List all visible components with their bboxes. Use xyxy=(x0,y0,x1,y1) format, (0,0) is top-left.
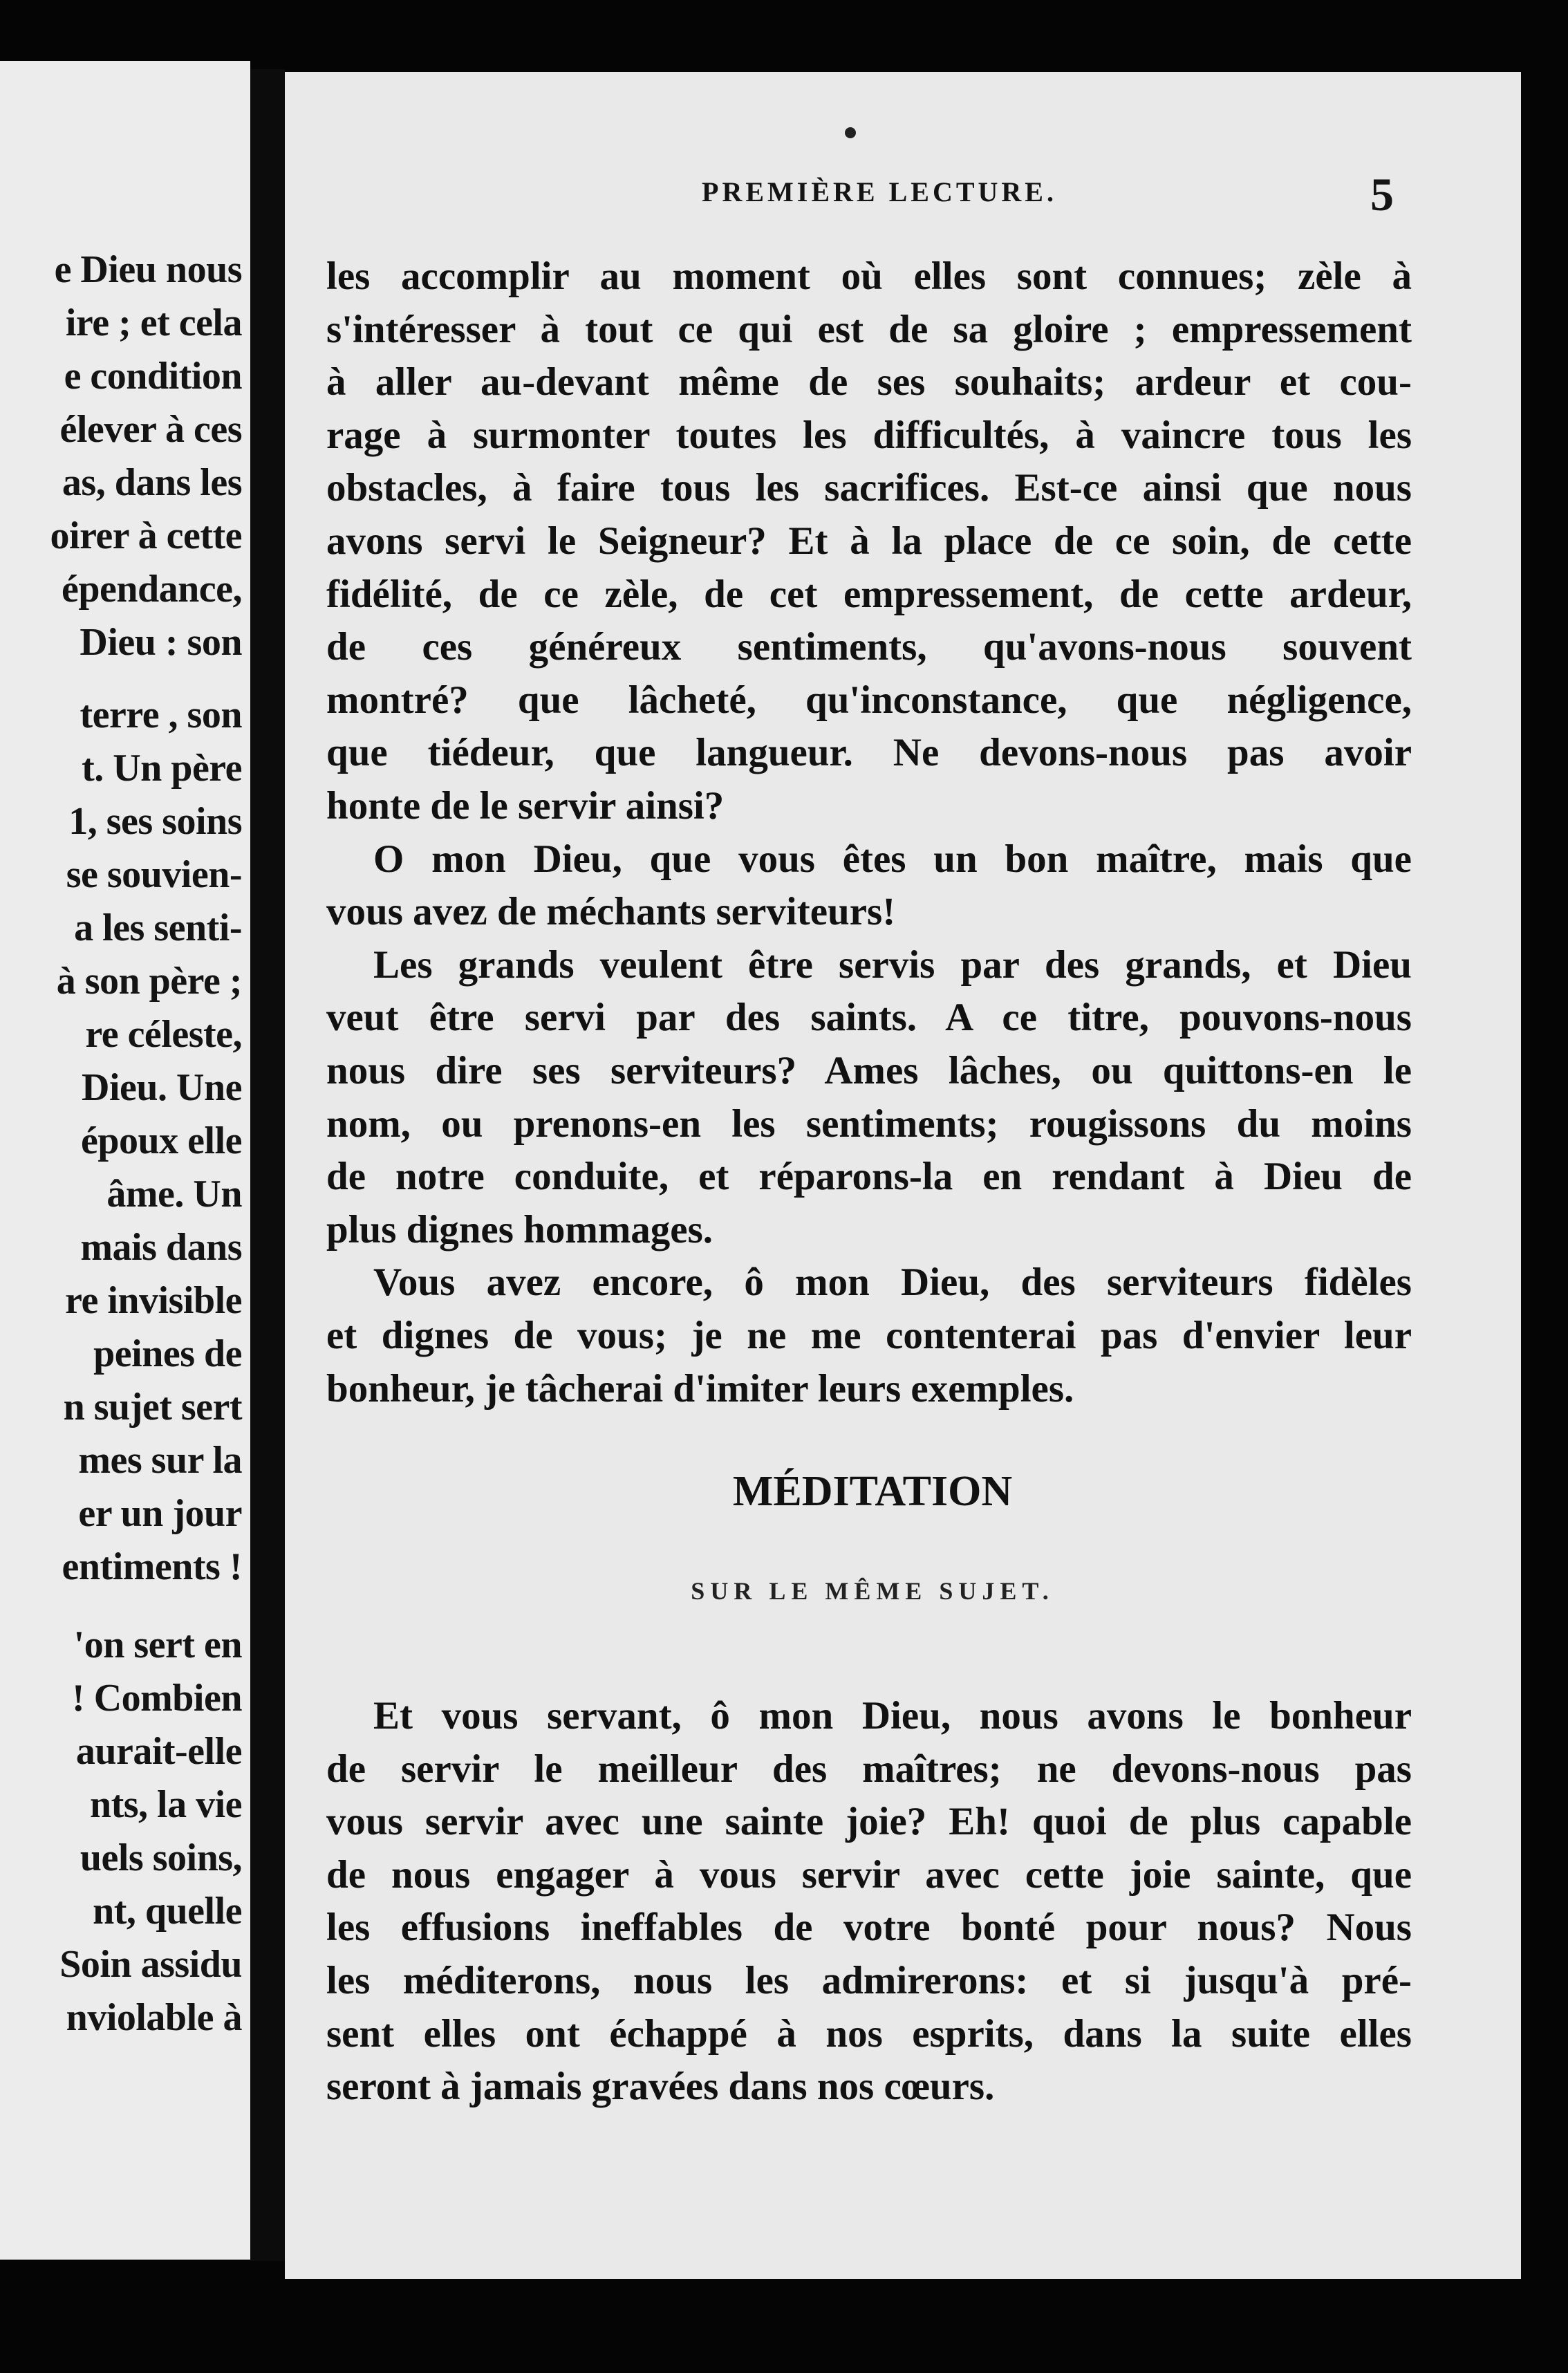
left-page-line: t. Un père xyxy=(82,747,242,790)
left-page-line: nt, quelle xyxy=(93,1890,242,1933)
text-line: avons servi le Seigneur? Et à la place de ce soin, de cette xyxy=(326,519,1412,563)
text-line: les méditerons, nous les admirerons: et si jusqu'à pré- xyxy=(326,1959,1412,2002)
left-page-line: âme. Un xyxy=(106,1173,242,1216)
left-page-line: e condition xyxy=(64,355,242,398)
left-page-line: as, dans les xyxy=(62,461,242,504)
text-line: et dignes de vous; je ne me contenterai pas d'envier leur xyxy=(326,1314,1412,1357)
left-page-line: a les senti- xyxy=(74,906,242,949)
left-page-line: mes sur la xyxy=(78,1439,242,1482)
text-line: rage à surmonter toutes les difficultés, à vaincre tous les xyxy=(326,413,1412,457)
left-page-line: épendance, xyxy=(62,568,242,611)
text-line: Les grands veulent être servis par des grands, et Dieu xyxy=(373,942,1412,987)
left-page-line: er un jour xyxy=(78,1492,242,1535)
text-line: de servir le meilleur des maîtres; ne devons-nous pas xyxy=(326,1747,1412,1791)
text-line: O mon Dieu, que vous êtes un bon maître, mais que xyxy=(373,837,1412,881)
text-line: honte de le servir ainsi? xyxy=(326,784,725,828)
text-line: vous avez de méchants serviteurs! xyxy=(326,890,896,934)
left-page xyxy=(0,61,250,2260)
printer-mark xyxy=(845,127,856,138)
left-page-line: Soin assidu xyxy=(59,1943,242,1986)
left-page-line: uels soins, xyxy=(80,1836,242,1879)
left-page-line: nviolable à xyxy=(66,1996,242,2039)
text-line: obstacles, à faire tous les sacrifices. Est-ce ainsi que nous xyxy=(326,466,1412,510)
text-line: de ces généreux sentiments, qu'avons-nous souvent xyxy=(326,625,1412,669)
left-page-line: re céleste, xyxy=(85,1013,242,1056)
left-page-line: nts, la vie xyxy=(89,1783,242,1826)
right-page xyxy=(285,72,1521,2279)
left-page-line: se souvien- xyxy=(66,853,242,896)
text-line: les effusions ineffables de votre bonté pour nous? Nous xyxy=(326,1906,1412,1950)
left-page-line: 1, ses soins xyxy=(68,800,242,843)
page-number: 5 xyxy=(1370,168,1394,221)
left-page-line: oirer à cette xyxy=(50,514,242,557)
text-line: seront à jamais gravées dans nos cœurs. xyxy=(326,2065,995,2109)
text-line: les accomplir au moment où elles sont connues; zèle à xyxy=(326,254,1412,298)
text-line: de nous engager à vous servir avec cette joie sainte, que xyxy=(326,1852,1412,1897)
left-page-line: terre , son xyxy=(80,694,242,736)
left-page-line: ! Combien xyxy=(72,1677,242,1720)
left-page-line: peines de xyxy=(93,1332,242,1375)
text-line: Vous avez encore, ô mon Dieu, des serviteurs fidèles xyxy=(373,1260,1412,1305)
text-line: que tiédeur, que langueur. Ne devons-nous pas avoir xyxy=(326,731,1412,775)
text-line: nous dire ses serviteurs? Ames lâches, ou quittons-en le xyxy=(326,1049,1412,1092)
left-page-line: à son père ; xyxy=(56,960,242,1003)
text-line: plus dignes hommages. xyxy=(326,1207,713,1251)
left-page-line: 'on sert en xyxy=(73,1623,242,1666)
section-subtitle: SUR LE MÊME SUJET. xyxy=(691,1577,1054,1605)
left-page-line: re invisible xyxy=(65,1279,242,1322)
text-line: bonheur, je tâcherai d'imiter leurs exemples. xyxy=(326,1366,1074,1411)
text-line: nom, ou prenons-en les sentiments; rougissons du moins xyxy=(326,1101,1412,1146)
text-line: Et vous servant, ô mon Dieu, nous avons le bonheur xyxy=(373,1694,1412,1738)
book-gutter xyxy=(250,69,285,2261)
text-line: fidélité, de ce zèle, de cet empressement, de cette ardeur, xyxy=(326,572,1412,616)
left-page-line: n sujet sert xyxy=(63,1386,242,1429)
text-line: vous servir avec une sainte joie? Eh! quoi de plus capable xyxy=(326,1800,1412,1844)
left-page-line: Dieu. Une xyxy=(82,1066,242,1109)
left-page-line: ire ; et cela xyxy=(65,301,242,344)
text-line: s'intéresser à tout ce qui est de sa gloire ; empressement xyxy=(326,307,1412,351)
text-line: à aller au-devant même de ses souhaits; ardeur et cou- xyxy=(326,360,1412,404)
left-page-line: entiments ! xyxy=(62,1545,242,1588)
left-page-line: mais dans xyxy=(80,1226,242,1269)
text-line: de notre conduite, et réparons-la en rendant à Dieu de xyxy=(326,1155,1412,1199)
left-page-line: Dieu : son xyxy=(80,621,242,664)
section-title: MÉDITATION xyxy=(732,1468,1013,1515)
text-line: veut être servi par des saints. A ce titre, pouvons-nous xyxy=(326,996,1412,1040)
running-head: PREMIÈRE LECTURE. xyxy=(702,176,1057,207)
text-line: montré? que lâcheté, qu'inconstance, que négligence, xyxy=(326,678,1412,722)
text-line: sent elles ont échappé à nos esprits, dans la suite elles xyxy=(326,2011,1412,2056)
left-page-line: élever à ces xyxy=(59,408,242,451)
left-page-line: aurait-elle xyxy=(75,1730,242,1773)
left-page-line: époux elle xyxy=(81,1119,242,1162)
left-page-line: e Dieu nous xyxy=(54,248,242,291)
